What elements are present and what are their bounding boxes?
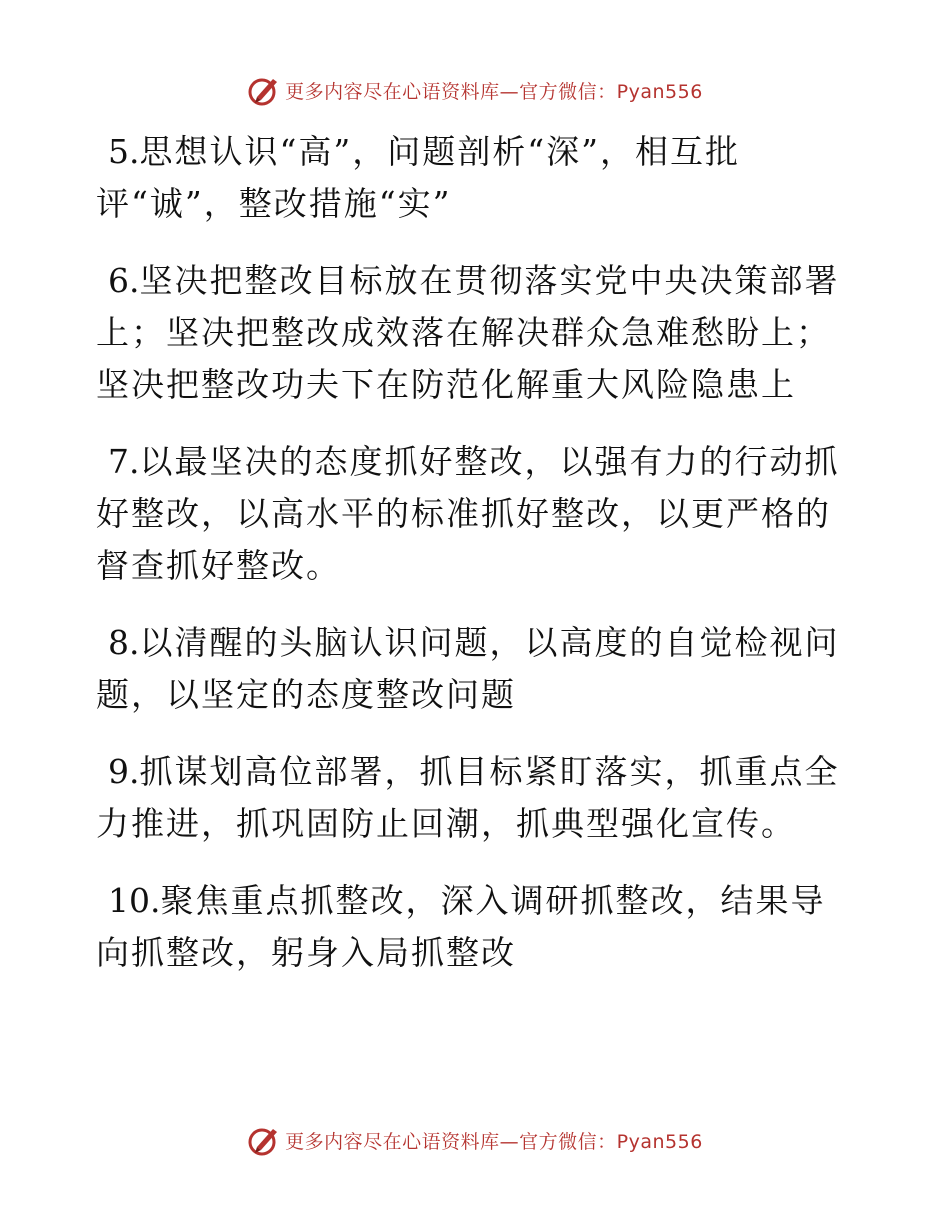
item-number: 9. bbox=[108, 752, 140, 791]
document-body bbox=[96, 126, 856, 1004]
header-watermark-text: 更多内容尽在心语资料库—官方微信：Pyan556 bbox=[285, 80, 703, 103]
list-item bbox=[96, 746, 856, 850]
footer-watermark-banner bbox=[0, 1120, 950, 1160]
item-text: 以最坚决的态度抓好整改，以强有力的行动抓好整改，以高水平的标准抓好整改，以更严格的督查抓好整改。 bbox=[96, 442, 840, 585]
item-text: 思想认识“高”，问题剖析“深”，相互批评“诚”，整改措施“实” bbox=[96, 132, 740, 223]
pen-logo-icon bbox=[247, 73, 281, 107]
item-number: 10. bbox=[108, 881, 161, 920]
list-item bbox=[96, 875, 856, 979]
item-text: 聚焦重点抓整改，深入调研抓整改，结果导向抓整改，躬身入局抓整改 bbox=[96, 881, 826, 972]
item-number: 7. bbox=[108, 442, 140, 481]
header-watermark-banner bbox=[0, 70, 950, 110]
item-number: 8. bbox=[108, 623, 140, 662]
item-number: 5. bbox=[108, 132, 140, 171]
footer-watermark-text: 更多内容尽在心语资料库—官方微信：Pyan556 bbox=[285, 1130, 703, 1153]
item-text: 抓谋划高位部署，抓目标紧盯落实，抓重点全力推进，抓巩固防止回潮，抓典型强化宣传。 bbox=[96, 752, 840, 843]
item-number: 6. bbox=[108, 261, 140, 300]
list-item bbox=[96, 126, 856, 230]
list-item bbox=[96, 617, 856, 721]
list-item bbox=[96, 255, 856, 411]
pen-logo-icon bbox=[247, 1123, 281, 1157]
item-text: 以清醒的头脑认识问题，以高度的自觉检视问题，以坚定的态度整改问题 bbox=[96, 623, 840, 714]
item-text: 坚决把整改目标放在贯彻落实党中央决策部署上；坚决把整改成效落在解决群众急难愁盼上；坚决把整改功夫下在防范化解重大风险隐患上 bbox=[96, 261, 840, 404]
list-item bbox=[96, 436, 856, 592]
